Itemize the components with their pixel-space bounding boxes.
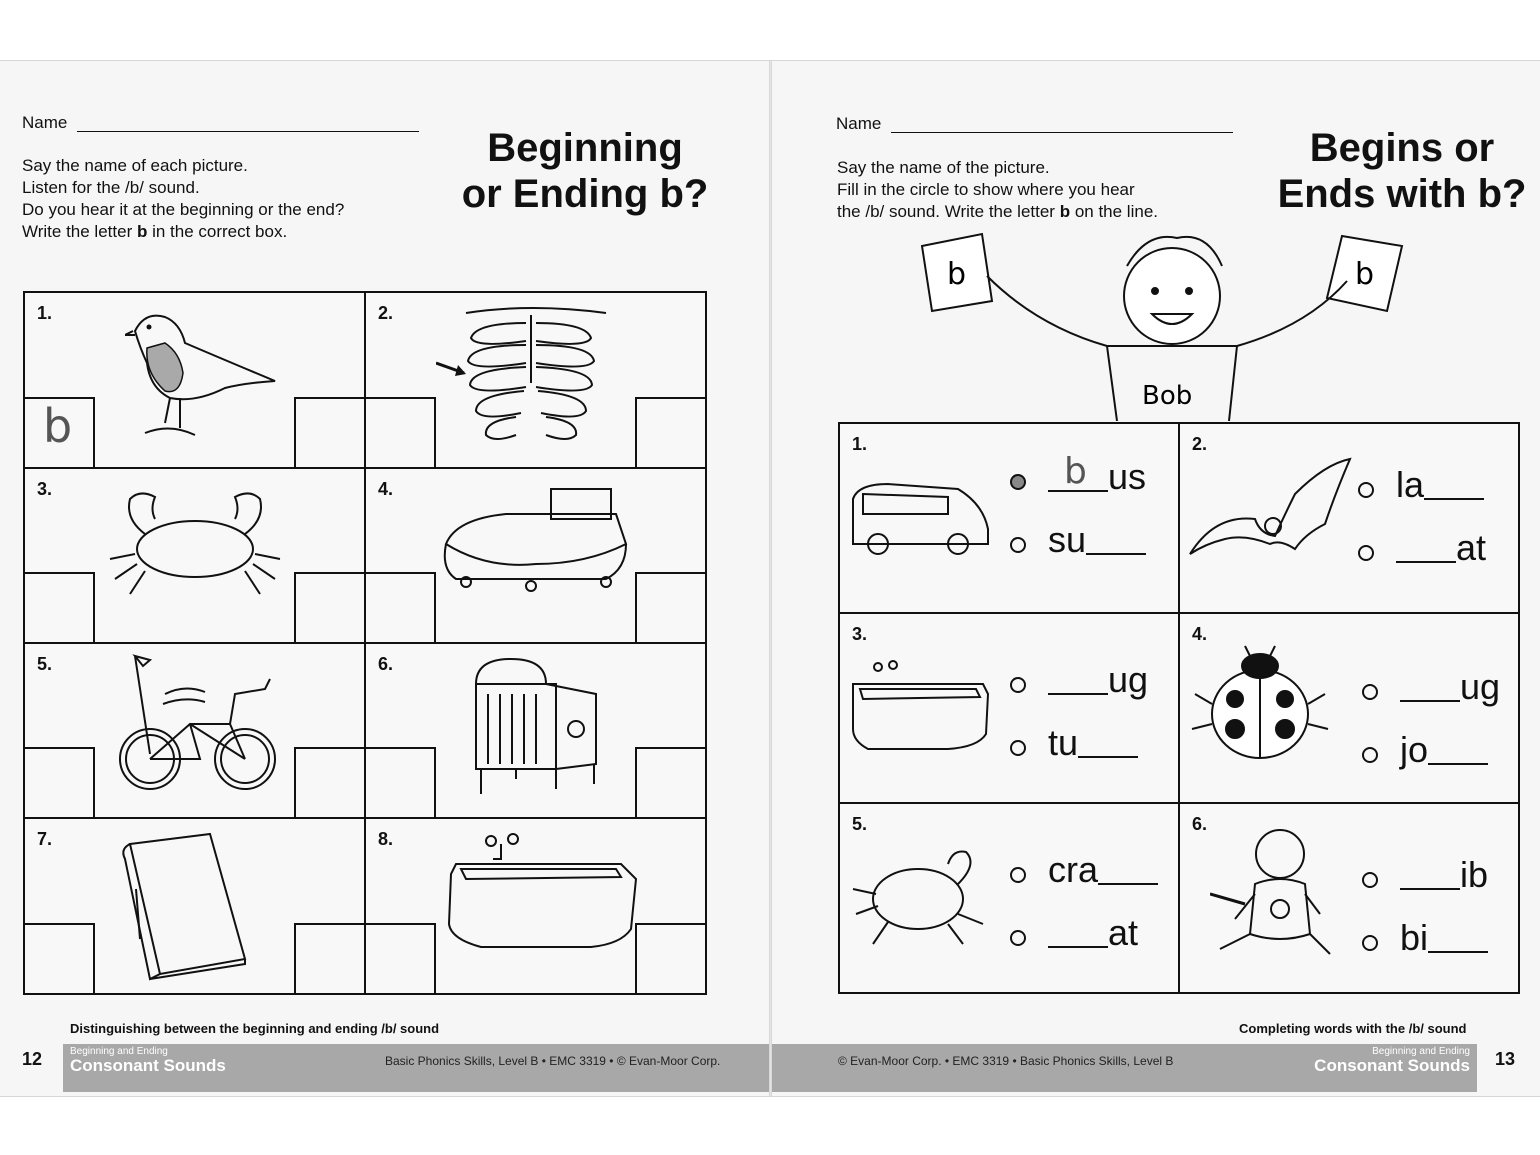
answer-box-ending[interactable] (294, 747, 364, 817)
title-line: Begins or (1309, 126, 1495, 170)
answer-circle[interactable] (1010, 740, 1026, 756)
word-part: at (1108, 912, 1139, 953)
answer-blank[interactable] (1098, 883, 1158, 885)
instruction-line: Say the name of each picture. (22, 156, 248, 175)
answer-blank[interactable] (1400, 888, 1460, 890)
grid-cell (840, 804, 1180, 992)
name-line (77, 131, 419, 132)
item-number: 2. (1192, 434, 1208, 454)
page-number: 12 (22, 1049, 43, 1069)
option-row[interactable] (1010, 659, 1148, 701)
answer-circle[interactable] (1010, 677, 1026, 693)
instruction-line: Write the letter b in the correct box. (22, 222, 288, 241)
page-number: 13 (1495, 1049, 1516, 1069)
answer-circle[interactable] (1010, 474, 1026, 490)
book-picture (120, 829, 260, 984)
crib-picture (466, 654, 606, 804)
answer-circle[interactable] (1358, 545, 1374, 561)
answer-box-ending[interactable] (635, 747, 705, 817)
option-row[interactable] (1010, 451, 1147, 498)
grid-cell (366, 819, 705, 993)
option-row[interactable] (1362, 917, 1488, 959)
instruction-line: Fill in the circle to show where you hear (837, 180, 1135, 199)
book-spread (0, 60, 1540, 1097)
boy-holding-signs-picture (917, 226, 1427, 421)
item-number: 6. (1192, 814, 1208, 834)
option-row[interactable] (1362, 729, 1488, 771)
grid-cell (840, 614, 1180, 804)
word-part: tu (1048, 722, 1079, 763)
answer-blank[interactable] (1048, 693, 1108, 695)
option-row[interactable] (1358, 527, 1486, 569)
ribs-picture (436, 303, 626, 453)
word-part: ib (1460, 854, 1489, 895)
answer-blank[interactable] (1078, 756, 1138, 758)
band-subtitle: Beginning and Ending (1372, 1046, 1470, 1057)
band-title: Consonant Sounds (1314, 1056, 1470, 1075)
answer-circle[interactable] (1010, 537, 1026, 553)
grid-cell (25, 293, 366, 469)
grid-cell (1180, 614, 1518, 804)
word-part: ug (1108, 659, 1149, 700)
tub-picture (441, 829, 641, 959)
answer-box-ending[interactable] (635, 923, 705, 993)
band-title: Consonant Sounds (70, 1056, 226, 1075)
item-number: 6. (378, 654, 394, 674)
word-part: us (1108, 456, 1147, 497)
skill-caption: Completing words with the /b/ sound (1239, 1021, 1467, 1036)
name-line (891, 132, 1233, 133)
grid-cell (1180, 424, 1518, 614)
item-number: 8. (378, 829, 394, 849)
answer-box-beginning[interactable] (366, 397, 436, 467)
word-part: at (1456, 527, 1487, 568)
title-line: Ends with b? (1277, 172, 1527, 216)
credit-line: © Evan-Moor Corp. • EMC 3319 • Basic Phonics Skills, Level B (838, 1054, 1174, 1068)
tub-picture (848, 659, 993, 754)
instruction-line: Do you hear it at the beginning or the end? (22, 200, 345, 219)
grid-cell (25, 644, 366, 819)
name-label: Name (22, 113, 68, 132)
answer-box-beginning[interactable] (366, 747, 436, 817)
answer-box-ending[interactable] (635, 572, 705, 642)
footer-band (63, 1044, 769, 1092)
answer-box-beginning[interactable] (25, 572, 95, 642)
instruction-line: the /b/ sound. Write the letter b on the line. (837, 202, 1158, 221)
item-number: 2. (378, 303, 394, 323)
right-page (772, 61, 1540, 1096)
answer-box-beginning[interactable] (25, 397, 95, 467)
grid-cell (25, 819, 366, 993)
answer-box-beginning[interactable] (366, 923, 436, 993)
answer-blank[interactable] (1428, 763, 1488, 765)
answer-circle[interactable] (1358, 482, 1374, 498)
bird-picture (125, 303, 285, 443)
option-row[interactable] (1362, 666, 1500, 708)
answer-circle[interactable] (1362, 872, 1378, 888)
answer-circle[interactable] (1010, 867, 1026, 883)
answer-blank[interactable] (1424, 498, 1484, 500)
grid-cell (366, 293, 705, 469)
answer-blank[interactable] (1428, 951, 1488, 953)
baby-bib-picture (1210, 824, 1340, 969)
title-line: Beginning (487, 126, 683, 170)
sign-letter-left: b (947, 257, 967, 292)
item-number: 7. (37, 829, 53, 849)
instruction-line: Listen for the /b/ sound. (22, 178, 200, 197)
item-number: 1. (852, 434, 868, 454)
grid-cell (840, 424, 1180, 614)
word-part: cra (1048, 849, 1099, 890)
answer-box-ending[interactable] (294, 397, 364, 467)
bed-picture (436, 484, 636, 604)
skill-caption: Distinguishing between the beginning and ending /b/ sound (70, 1021, 440, 1036)
option-row[interactable] (1010, 912, 1138, 954)
instructions (22, 155, 344, 243)
ladybug-picture (1190, 644, 1330, 769)
grid-cell (1180, 804, 1518, 992)
shirt-text: Bob (1142, 381, 1193, 411)
answer-blank[interactable] (1396, 561, 1456, 563)
item-number: 4. (378, 479, 394, 499)
option-row[interactable] (1362, 854, 1488, 896)
option-row[interactable] (1358, 464, 1484, 506)
bike-picture (105, 654, 285, 799)
answer-box-ending[interactable] (294, 572, 364, 642)
answer-blank[interactable] (1086, 553, 1146, 555)
item-number: 3. (852, 624, 868, 644)
sign-letter-right: b (1355, 257, 1375, 292)
band-subtitle: Beginning and Ending (70, 1046, 168, 1057)
answer-circle[interactable] (1362, 684, 1378, 700)
option-row[interactable] (1010, 722, 1138, 764)
answer-circle[interactable] (1010, 930, 1026, 946)
answer-box-ending[interactable] (294, 923, 364, 993)
answer-circle[interactable] (1362, 747, 1378, 763)
title-line: or Ending b? (461, 172, 709, 216)
word-grid (838, 422, 1520, 994)
item-number: 1. (37, 303, 53, 323)
left-page (0, 61, 769, 1096)
footer-band (772, 1044, 1477, 1092)
grid-cell (366, 644, 705, 819)
picture-grid (23, 291, 707, 995)
answer-box-beginning[interactable] (25, 923, 95, 993)
bat-picture (1185, 454, 1355, 564)
word-part: su (1048, 519, 1087, 560)
option-row[interactable] (1010, 849, 1158, 891)
word-part: bi (1400, 917, 1429, 958)
answer-box-beginning[interactable] (25, 747, 95, 817)
example-letter: b (1064, 451, 1087, 492)
grid-cell (25, 469, 366, 644)
answer-blank[interactable] (1048, 946, 1108, 948)
answer-box-beginning[interactable] (366, 572, 436, 642)
grid-cell (366, 469, 705, 644)
word-part: ug (1460, 666, 1501, 707)
option-row[interactable] (1010, 519, 1146, 561)
answer-circle[interactable] (1362, 935, 1378, 951)
instructions (837, 157, 1158, 223)
name-label: Name (836, 114, 882, 133)
item-number: 3. (37, 479, 53, 499)
answer-blank[interactable] (1048, 451, 1108, 492)
item-number: 5. (852, 814, 868, 834)
answer-box-ending[interactable] (635, 397, 705, 467)
word-part: jo (1400, 729, 1429, 770)
instruction-line: Say the name of the picture. (837, 158, 1050, 177)
credit-line: Basic Phonics Skills, Level B • EMC 3319 • © Evan-Moor Corp. (385, 1054, 721, 1068)
page-title (1267, 125, 1537, 217)
example-letter: b (43, 399, 73, 453)
page-title (450, 125, 720, 217)
crab-picture (848, 844, 993, 954)
item-number: 4. (1192, 624, 1208, 644)
bus-picture (848, 479, 993, 559)
crab-picture (105, 479, 285, 609)
item-number: 5. (37, 654, 53, 674)
word-part: la (1396, 464, 1425, 505)
answer-blank[interactable] (1400, 700, 1460, 702)
